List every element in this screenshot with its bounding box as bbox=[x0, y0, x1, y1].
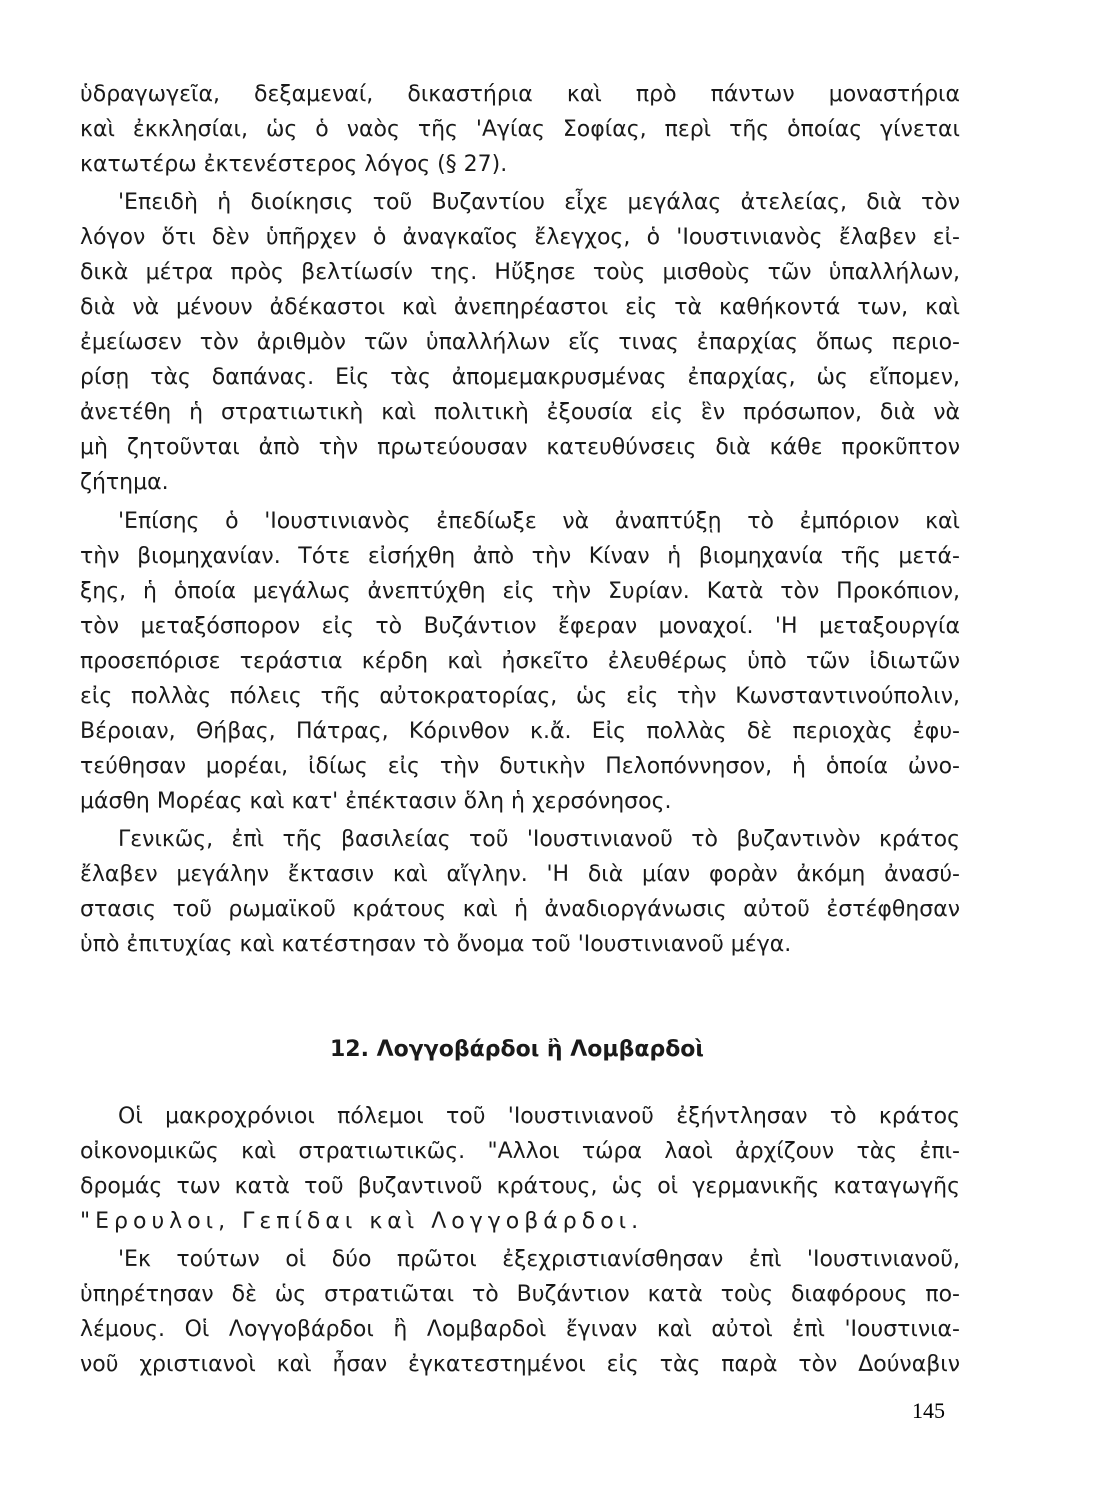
text-line: δικὰ μέτρα πρὸς βελτίωσίν της. Ηὔξησε τοὺς μισθοὺς τῶν ὑπαλλήλων, bbox=[80, 260, 960, 285]
book-page bbox=[80, 78, 960, 1478]
text-line: τεύθησαν μορέαι, ἰδίως εἰς τὴν δυτικὴν Πελοπόννησον, ἡ ὁποία ὠνο- bbox=[80, 754, 960, 779]
text-line: 'Επειδὴ ἡ διοίκησις τοῦ Βυζαντίου εἶχε μεγάλας ἀτελείας, διὰ τὸν bbox=[118, 190, 960, 215]
text-line: ρίσῃ τὰς δαπάνας. Εἰς τὰς ἀπομεμακρυσμένας ἐπαρχίας, ὡς εἴπομεν, bbox=[80, 365, 960, 390]
text-line: τὴν βιομηχανίαν. Τότε εἰσήχθη ἀπὸ τὴν Κίναν ἡ βιομηχανία τῆς μετά- bbox=[80, 544, 960, 569]
text-line: τὸν μεταξόσπορον εἰς τὸ Βυζάντιον ἔφεραν μοναχοί. 'Η μεταξουργία bbox=[80, 614, 960, 639]
text-line: Βέροιαν, Θήβας, Πάτρας, Κόρινθον κ.ἄ. Εἰς πολλὰς δὲ περιοχὰς ἐφυ- bbox=[80, 719, 960, 744]
text-line: ὑδραγωγεῖα, δεξαμεναί, δικαστήρια καὶ πρὸ πάντων μοναστήρια bbox=[80, 82, 960, 107]
text-line: ἀνετέθη ἡ στρατιωτικὴ καὶ πολιτικὴ ἐξουσία εἰς ἓν πρόσωπον, διὰ νὰ bbox=[80, 400, 960, 425]
text-line: ὑπὸ ἐπιτυχίας καὶ κατέστησαν τὸ ὄνομα τοῦ 'Ιουστινιανοῦ μέγα. bbox=[80, 932, 792, 957]
text-line: εἰς πολλὰς πόλεις τῆς αὐτοκρατορίας, ὡς εἰς τὴν Κωνσταντινούπολιν, bbox=[80, 684, 960, 709]
text-line: κατωτέρω ἐκτενέστερος λόγος (§ 27). bbox=[80, 152, 508, 177]
text-line: λέμους. Οἱ Λογγοβάρδοι ἢ Λομβαρδοὶ ἔγιναν καὶ αὐτοὶ ἐπὶ 'Ιουστινια- bbox=[80, 1317, 960, 1342]
text-line: "Ερουλοι, Γεπίδαι καὶ Λογγοβάρδοι. bbox=[80, 1209, 644, 1234]
text-line: μὴ ζητοῦνται ἀπὸ τὴν πρωτεύουσαν κατευθύνσεις διὰ κάθε προκῦπτον bbox=[80, 435, 960, 460]
text-line: 'Εκ τούτων οἱ δύο πρῶτοι ἐξεχριστιανίσθησαν ἐπὶ 'Ιουστινιανοῦ, bbox=[118, 1247, 960, 1272]
text-line: δρομάς των κατὰ τοῦ βυζαντινοῦ κράτους, ὡς οἱ γερμανικῆς καταγωγῆς bbox=[80, 1174, 960, 1199]
text-line: ζήτημα. bbox=[80, 470, 169, 495]
text-line: ἔλαβεν μεγάλην ἔκτασιν καὶ αἴγλην. 'Η διὰ μίαν φορὰν ἀκόμη ἀνασύ- bbox=[80, 862, 960, 887]
text-line: στασις τοῦ ρωμαϊκοῦ κράτους καὶ ἡ ἀναδιοργάνωσις αὐτοῦ ἐστέφθησαν bbox=[80, 897, 960, 922]
text-line: νοῦ χριστιανοὶ καὶ ἦσαν ἐγκατεστημένοι εἰς τὰς παρὰ τὸν Δούναβιν bbox=[80, 1352, 960, 1377]
text-line: οἰκονομικῶς καὶ στρατιωτικῶς. "Αλλοι τώρα λαοὶ ἀρχίζουν τὰς ἐπι- bbox=[80, 1139, 960, 1164]
text-line: Γενικῶς, ἐπὶ τῆς βασιλείας τοῦ 'Ιουστινιανοῦ τὸ βυζαντινὸν κράτος bbox=[118, 827, 960, 852]
text-line: Οἱ μακροχρόνιοι πόλεμοι τοῦ 'Ιουστινιανοῦ ἐξήντλησαν τὸ κράτος bbox=[118, 1104, 960, 1129]
text-line: διὰ νὰ μένουν ἀδέκαστοι καὶ ἀνεπηρέαστοι εἰς τὰ καθήκοντά των, καὶ bbox=[80, 295, 960, 320]
text-line: καὶ ἐκκλησίαι, ὡς ὁ ναὸς τῆς 'Αγίας Σοφίας, περὶ τῆς ὁποίας γίνεται bbox=[80, 117, 960, 142]
page-number: 145 bbox=[912, 1398, 945, 1423]
section-heading: 12. Λογγοβάρδοι ἢ Λομβαρδοὶ bbox=[330, 1037, 704, 1062]
text-line: λόγον ὅτι δὲν ὑπῆρχεν ὁ ἀναγκαῖος ἔλεγχος, ὁ 'Ιουστινιανὸς ἔλαβεν εἰ- bbox=[80, 225, 960, 250]
text-line: μάσθη Μορέας καὶ κατ' ἐπέκτασιν ὅλη ἡ χερσόνησος. bbox=[80, 789, 672, 814]
text-line: ξης, ἡ ὁποία μεγάλως ἀνεπτύχθη εἰς τὴν Συρίαν. Κατὰ τὸν Προκόπιον, bbox=[80, 579, 960, 604]
text-line: ἐμείωσεν τὸν ἀριθμὸν τῶν ὑπαλλήλων εἴς τινας ἐπαρχίας ὅπως περιο- bbox=[80, 330, 960, 355]
text-line: προσεπόρισε τεράστια κέρδη καὶ ἠσκεῖτο ἐλευθέρως ὑπὸ τῶν ἰδιωτῶν bbox=[80, 649, 960, 674]
text-line: 'Επίσης ὁ 'Ιουστινιανὸς ἐπεδίωξε νὰ ἀναπτύξῃ τὸ ἐμπόριον καὶ bbox=[118, 509, 960, 534]
text-line: ὑπηρέτησαν δὲ ὡς στρατιῶται τὸ Βυζάντιον κατὰ τοὺς διαφόρους πο- bbox=[80, 1282, 960, 1307]
